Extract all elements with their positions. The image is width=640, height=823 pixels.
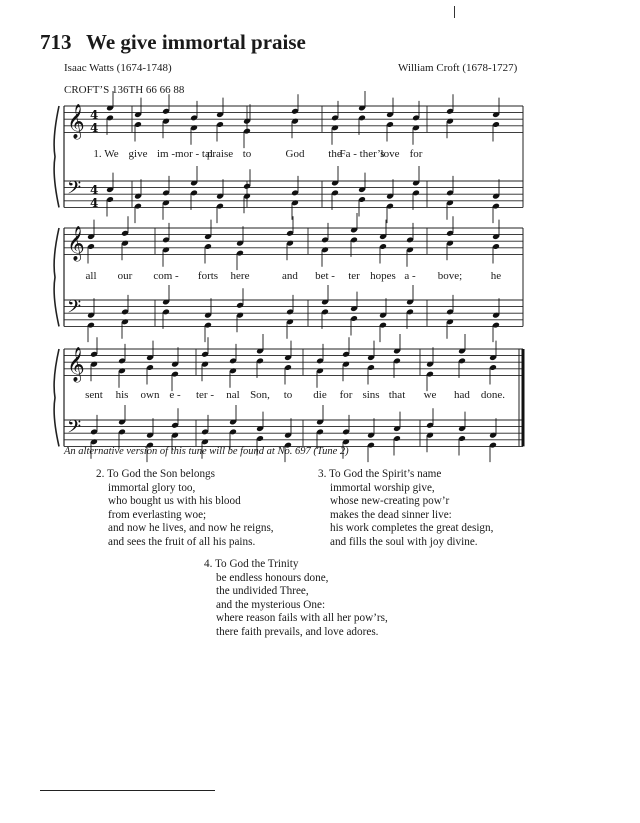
brace-icon (54, 349, 59, 446)
lyric-syllable: praise (206, 148, 234, 160)
lyric-syllable: and (282, 270, 298, 282)
lyric-syllable: our (117, 270, 133, 282)
lyric-syllable: forts (197, 270, 219, 282)
treble-clef-icon: 𝄞 (67, 104, 85, 139)
verse-line: and sees the fruit of all his pains. (108, 535, 256, 548)
lyric-syllable: nal (226, 389, 240, 401)
verse-line: his work completes the great design, (330, 522, 494, 535)
verse-line: from everlasting woe; (108, 508, 207, 521)
alternative-tune-note: An alternative version of this tune will be found at No. 697 (Tune 2) (64, 446, 349, 457)
lyric-syllable: to (283, 389, 293, 401)
lyric-syllable: a - (404, 270, 416, 282)
verse-line: 3. To God the Spirit’s name (318, 468, 442, 480)
time-signature: 4 (90, 121, 99, 135)
lyric-syllable: the (328, 148, 342, 160)
verse-line: and now he lives, and now he reigns, (108, 522, 274, 535)
lyric-syllable: sins (362, 389, 380, 401)
lyric-syllable: here (230, 270, 250, 282)
verse-line: whose new-creating pow’r (330, 495, 450, 508)
footer-rule (40, 790, 215, 791)
lyric-syllable: Fa - ther’s (339, 148, 385, 160)
brace-icon (54, 106, 59, 207)
hymn-number: 713 (40, 30, 72, 54)
treble-clef-icon: 𝄞 (67, 226, 85, 261)
time-signature: 4 (90, 108, 99, 122)
lyric-syllable: for (409, 148, 423, 160)
verse-line: there faith prevails, and love adores. (216, 625, 379, 638)
lyric-syllable: had (454, 389, 470, 401)
verse-line: be endless honours done, (216, 571, 329, 584)
verse-line: and fills the soul with joy divine. (330, 535, 478, 548)
time-signature: 4 (90, 196, 99, 210)
verse-number: 3. (318, 468, 327, 480)
verse-line: where reason fails with all her pow’rs, (216, 612, 388, 625)
lyric-syllable: God (285, 148, 305, 160)
lyric-syllable: done. (480, 389, 506, 401)
lyric-syllable: to (242, 148, 252, 160)
lyric-syllable: com - (153, 270, 179, 282)
lyric-syllable: sent (85, 389, 103, 401)
lyric-syllable: ter - (195, 389, 215, 401)
verse-line: and the mysterious One: (216, 598, 326, 611)
lyric-syllable: all (85, 270, 97, 282)
verse-line: who bought us with his blood (108, 495, 241, 508)
lyric-syllable: own (140, 389, 160, 401)
lyric-syllable: bet - (315, 270, 335, 282)
hymn-title: We give immortal praise (86, 30, 306, 54)
verse-line: 2. To God the Son belongs (96, 468, 215, 480)
author-credit: Isaac Watts (1674-1748) (64, 62, 172, 74)
verse-2 (96, 468, 274, 550)
verse-number: 4. (204, 558, 213, 570)
lyric-syllable: ter (348, 270, 360, 282)
bass-clef-icon: 𝄢 (67, 417, 82, 442)
lyric-syllable: love (380, 148, 400, 160)
verse-line: immortal glory too, (108, 481, 196, 494)
verse-line: immortal worship give, (330, 481, 435, 494)
lyric-syllable: e - (169, 389, 181, 401)
lyric-syllable: his (115, 389, 129, 401)
brace-icon (54, 228, 59, 326)
lyric-syllable: he (490, 270, 502, 282)
lyric-syllable: die (313, 389, 327, 401)
verse-number: 2. (96, 468, 105, 480)
lyric-syllable: that (388, 389, 406, 401)
lyric-syllable: mor - tal (175, 148, 213, 160)
bass-clef-icon: 𝄢 (67, 178, 82, 203)
verse-line: 4. To God the Trinity (204, 558, 299, 570)
lyric-syllable: for (339, 389, 353, 401)
lyric-syllable: bove; (437, 270, 463, 282)
time-signature: 4 (90, 183, 99, 197)
composer-credit: William Croft (1678-1727) (398, 62, 518, 74)
lyric-syllable: 1. We (93, 148, 119, 160)
bass-clef-icon: 𝄢 (67, 297, 82, 322)
lyric-syllable: we (423, 389, 437, 401)
verse-line: makes the dead sinner live: (330, 508, 452, 521)
treble-clef-icon: 𝄞 (67, 347, 85, 382)
lyric-syllable: hopes (370, 270, 396, 282)
lyric-syllable: im - (156, 148, 176, 160)
verse-line: the undivided Three, (216, 585, 309, 598)
verse-3 (318, 468, 493, 550)
lyric-syllable: give (128, 148, 148, 160)
lyric-syllable: Son, (250, 389, 270, 401)
verse-4 (204, 558, 388, 640)
tune-meter: CROFT’S 136TH 66 66 88 (64, 84, 185, 96)
